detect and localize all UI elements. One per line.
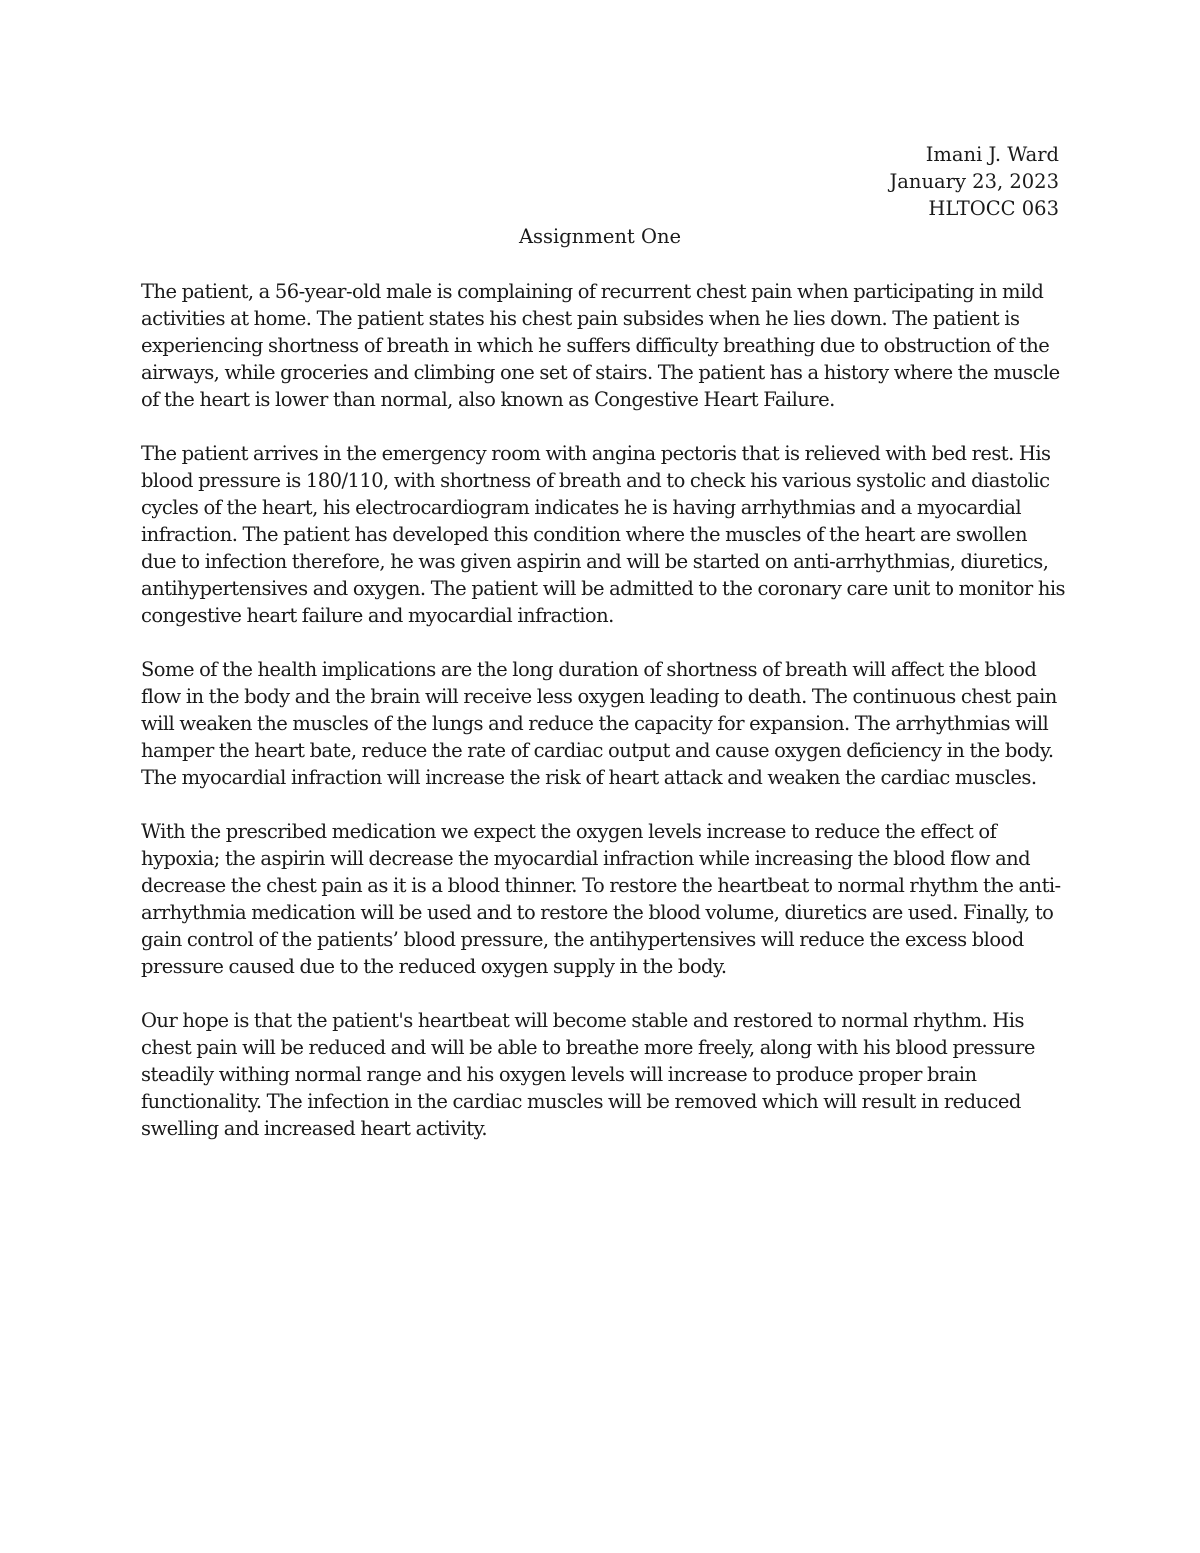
document-date: January 23, 2023 <box>889 170 1059 193</box>
paragraph: With the prescribed medication we expect the oxygen levels increase to reduce the effect of hypoxia; the aspirin will decrease the myocardial infraction while increasing the blood flow and decrease the chest pain as it is a blood thinner. To restore the heartbeat to normal rhythm the anti-arrhythmia medication will be used and to restore the blood volume, diuretics are used. Finally, to gain control of the patients’ blood pressure, the antihypertensives will reduce the excess blood pressure caused due to the reduced oxygen supply in the body. <box>141 820 1061 978</box>
paragraph: The patient, a 56-year-old male is complaining of recurrent chest pain when participating in mild activities at home. The patient states his chest pain subsides when he lies down. The patient is experiencing shortness of breath in which he suffers difficulty breathing due to obstruction of the airways, while groceries and climbing one set of stairs. The patient has a history where the muscle of the heart is lower than normal, also known as Congestive Heart Failure. <box>141 280 1060 411</box>
page-title: Assignment One <box>518 225 682 248</box>
document-header <box>889 141 1059 222</box>
paragraph: Some of the health implications are the long duration of shortness of breath will affect the blood flow in the body and the brain will receive less oxygen leading to death. The continuous chest pain will weaken the muscles of the lungs and reduce the capacity for expansion. The arrhythmias will hamper the heart bate, reduce the rate of cardiac output and cause oxygen deficiency in the body. The myocardial infraction will increase the risk of heart attack and weaken the cardiac muscles. <box>141 658 1057 789</box>
paragraph: The patient arrives in the emergency room with angina pectoris that is relieved with bed rest. His blood pressure is 180/110, with shortness of breath and to check his various systolic and diastolic cycles of the heart, his electrocardiogram indicates he is having arrhythmias and a myocardial infraction. The patient has developed this condition where the muscles of the heart are swollen due to infection therefore, he was given aspirin and will be started on anti-arrhythmias, diuretics, antihypertensives and oxygen. The patient will be admitted to the coronary care unit to monitor his congestive heart failure and myocardial infraction. <box>141 442 1065 627</box>
author-name: Imani J. Ward <box>925 143 1059 166</box>
document-body <box>141 278 1066 1169</box>
paragraph: Our hope is that the patient's heartbeat will become stable and restored to normal rhythm. His chest pain will be reduced and will be able to breathe more freely, along with his blood pressure steadily withing normal range and his oxygen levels will increase to produce proper brain functionality. The infection in the cardiac muscles will be removed which will result in reduced swelling and increased heart activity. <box>141 1009 1035 1140</box>
course-code: HLTOCC 063 <box>928 197 1059 220</box>
